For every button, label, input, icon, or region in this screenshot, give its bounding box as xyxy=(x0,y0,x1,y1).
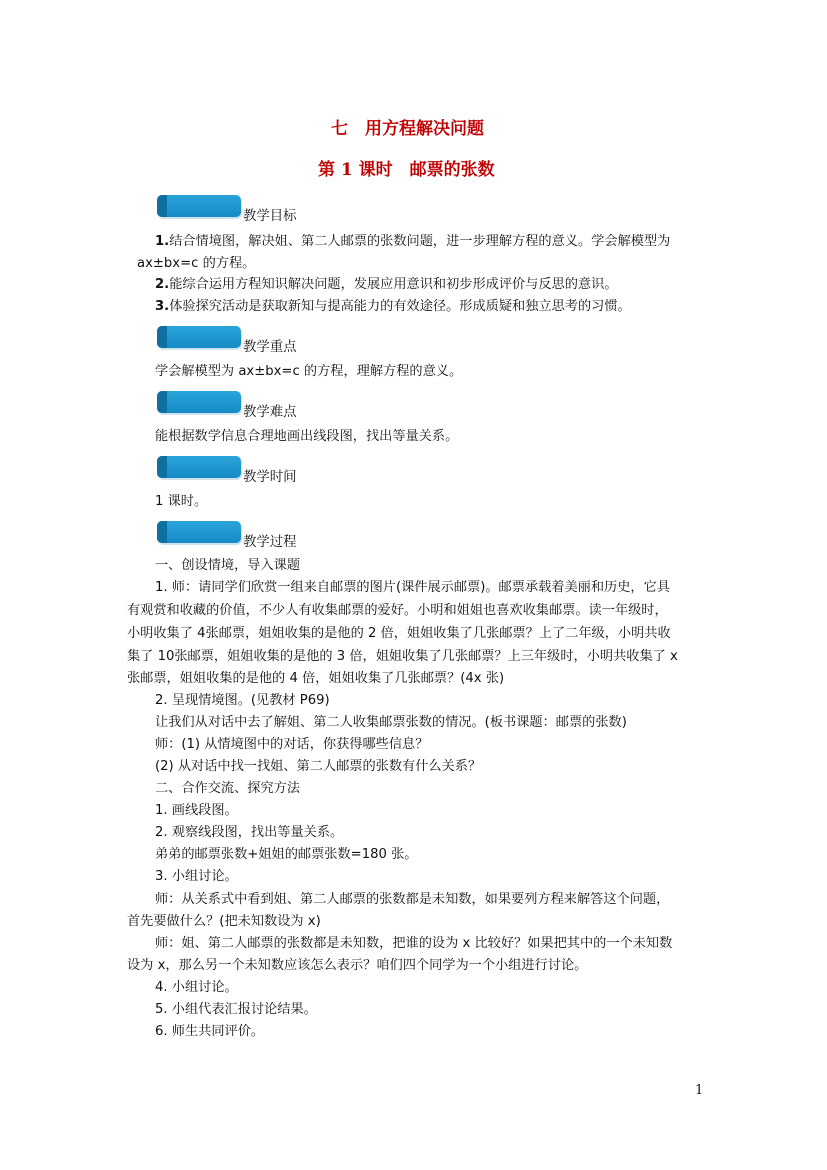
process-line: 6. 师生共同评价。 xyxy=(155,1024,265,1039)
process-line: 弟弟的邮票张数+姐姐的邮票张数=180 张。 xyxy=(155,847,418,862)
goal-item-1 xyxy=(155,231,670,253)
process-line: 5. 小组代表汇报讨论结果。 xyxy=(155,1002,317,1017)
process-line: 设为 x，那么另一个未知数应该怎么表示？咱们四个同学为一个小组进行讨论。 xyxy=(127,958,588,973)
process-line: 1. 师：请同学们欣赏一组来自邮票的图片(课件展示邮票)。邮票承载着美丽和历史，它具 xyxy=(155,580,670,595)
section-badge-process xyxy=(157,521,241,543)
process-line: 有观赏和收藏的价值，不少人有收集邮票的爱好。小明和姐姐也喜欢收集邮票。读一年级时， xyxy=(127,603,668,618)
key-points-text: 学会解模型为 ax±bx=c 的方程，理解方程的意义。 xyxy=(155,364,463,379)
goal-item-2 xyxy=(155,274,618,296)
process-line: 2. 观察线段图，找出等量关系。 xyxy=(155,825,344,840)
goal-text-1: 结合情境图，解决姐、第二人邮票的张数问题，进一步理解方程的意义。学会解模型为 xyxy=(169,234,671,249)
goal-text-3: 体验探究活动是获取新知与提高能力的有效途径。形成质疑和独立思考的习惯。 xyxy=(169,299,631,314)
goal-item-3 xyxy=(155,296,631,318)
lesson-title: 第 1 课时 邮票的张数 xyxy=(318,160,495,180)
process-line: 小明收集了 4张邮票，姐姐收集的是他的 2 倍，姐姐收集了几张邮票？上了二年级，小明共收 xyxy=(127,626,671,641)
process-line: 师：从关系式中看到姐、第二人邮票的张数都是未知数，如果要列方程来解答这个问题， xyxy=(155,892,670,907)
process-line: 2. 呈现情境图。(见教材 P69) xyxy=(155,693,330,708)
difficulties-text: 能根据数学信息合理地画出线段图，找出等量关系。 xyxy=(155,429,459,444)
section-badge-key-points xyxy=(157,326,241,348)
process-line: 二、合作交流、探究方法 xyxy=(155,781,301,796)
process-line: 师：(1) 从情境图中的对话，你获得哪些信息？ xyxy=(155,737,429,752)
section-label-process: 教学过程 xyxy=(243,535,297,550)
process-line: (2) 从对话中找一找姐、第二人邮票的张数有什么关系？ xyxy=(155,759,482,774)
goal-item-1-cont xyxy=(137,253,255,275)
page-number: 1 xyxy=(695,1083,704,1098)
section-label-time: 教学时间 xyxy=(243,470,297,485)
process-line: 师：姐、第二人邮票的张数都是未知数，把谁的设为 x 比较好？如果把其中的一个未知数 xyxy=(155,936,673,951)
process-line: 让我们从对话中去了解姐、第二人收集邮票张数的情况。(板书课题：邮票的张数) xyxy=(155,715,627,730)
goal-num-3: 3. xyxy=(155,299,170,314)
section-label-key-points: 教学重点 xyxy=(243,340,297,355)
goal-text-2: 能综合运用方程知识解决问题，发展应用意识和初步形成评价与反思的意识。 xyxy=(169,277,618,292)
section-badge-time xyxy=(157,456,241,478)
process-line: 集了 10张邮票，姐姐收集的是他的 3 倍，姐姐收集了几张邮票？上三年级时，小明共收集了 x xyxy=(127,649,678,664)
goal-text-1-cont: ax±bx=c 的方程。 xyxy=(137,256,256,271)
process-line: 4. 小组讨论。 xyxy=(155,980,238,995)
process-line: 3. 小组讨论。 xyxy=(155,869,238,884)
process-line: 1. 画线段图。 xyxy=(155,803,238,818)
section-label-goals: 教学目标 xyxy=(243,209,297,224)
section-badge-difficulties xyxy=(157,391,241,413)
process-line: 张邮票，姐姐收集的是他的 4 倍，姐姐收集了几张邮票？(4x 张) xyxy=(127,671,505,686)
time-text: 1 课时。 xyxy=(155,494,208,509)
section-badge-goals xyxy=(157,195,241,217)
goal-num-1: 1. xyxy=(155,234,170,249)
goal-num-2: 2. xyxy=(155,277,170,292)
section-label-difficulties: 教学难点 xyxy=(243,405,297,420)
process-line: 首先要做什么？(把未知数设为 x) xyxy=(127,914,321,929)
chapter-title: 七 用方程解决问题 xyxy=(331,119,484,139)
process-line: 一、创设情境，导入课题 xyxy=(155,558,301,573)
